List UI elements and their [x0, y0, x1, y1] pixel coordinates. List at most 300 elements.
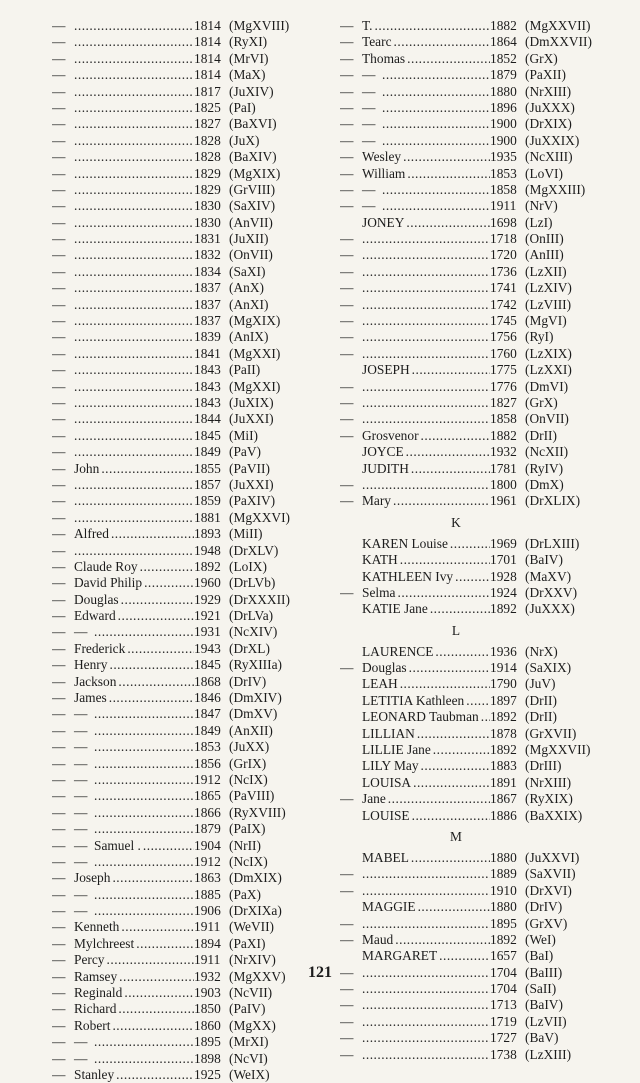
leader-dots — [94, 739, 194, 755]
entry-year: 1827 — [194, 116, 221, 132]
leader-dots — [74, 346, 194, 362]
index-entry — [340, 1030, 602, 1046]
leader-dots — [362, 883, 490, 899]
index-entry — [52, 149, 310, 165]
entry-year: 1924 — [490, 584, 517, 600]
entry-reference: (LzXXI) — [525, 362, 572, 378]
entry-reference: (LzXIV) — [525, 280, 572, 296]
entry-year: 1906 — [194, 903, 221, 919]
entry-reference: (PaX) — [229, 886, 261, 902]
ditto-dash: — — [340, 263, 354, 279]
entry-name-cell — [340, 247, 490, 263]
entry-reference: (DrLXIII) — [525, 535, 580, 551]
leader-dots — [74, 543, 194, 559]
entry-reference: (GrX) — [525, 50, 558, 66]
entry-year: 1936 — [490, 643, 517, 659]
index-entry — [52, 362, 310, 378]
entry-year: 1880 — [490, 83, 517, 99]
entry-year: 1825 — [194, 99, 221, 115]
entry-name-cell — [340, 981, 490, 997]
ditto-dash: — — [52, 460, 66, 476]
ditto-dash-2: — — [74, 903, 88, 919]
entry-name-cell — [52, 1051, 194, 1067]
entry-reference: (JuX) — [229, 132, 260, 148]
entry-year: 1852 — [490, 50, 517, 66]
ditto-dash: — — [340, 476, 354, 492]
entry-reference: (MaXV) — [525, 568, 572, 584]
leader-dots — [94, 788, 194, 804]
entry-name-cell — [340, 791, 490, 807]
entry-name-cell — [52, 624, 194, 640]
index-entry — [52, 559, 310, 575]
entry-year: 1961 — [490, 493, 517, 509]
index-entry — [52, 297, 310, 313]
index-entry — [340, 916, 602, 932]
entry-name-cell — [52, 526, 194, 542]
entry-reference: (WeVII) — [229, 919, 275, 935]
entry-reference: (MgXVIII) — [229, 18, 290, 33]
leader-dots — [74, 84, 194, 100]
entry-name-cell — [52, 215, 194, 231]
entry-year: 1760 — [490, 345, 517, 361]
entry-reference: (BaIV) — [525, 997, 563, 1013]
ditto-dash: — — [52, 919, 66, 935]
entry-name-cell — [340, 660, 490, 676]
ditto-dash: — — [52, 657, 66, 673]
ditto-dash-2: — — [74, 1034, 88, 1050]
leader-dots — [411, 461, 490, 477]
ditto-dash: — — [340, 1013, 354, 1029]
ditto-dash: — — [52, 870, 66, 886]
ditto-dash: — — [340, 313, 354, 329]
leader-dots — [394, 34, 490, 50]
index-entry — [52, 510, 310, 526]
index-entry — [340, 552, 602, 568]
ditto-dash: — — [52, 558, 66, 574]
leader-dots — [388, 791, 490, 807]
entry-name-cell — [340, 182, 490, 198]
index-entry — [340, 34, 602, 50]
entry-year: 1847 — [194, 706, 221, 722]
entry-reference: (MaX) — [229, 67, 266, 83]
leader-dots — [74, 231, 194, 247]
entry-name: T. — [362, 18, 373, 33]
entry-name-cell — [52, 641, 194, 657]
leader-dots — [362, 264, 490, 280]
entry-reference: (JuXXVI) — [525, 849, 580, 865]
ditto-dash: — — [52, 903, 66, 919]
leader-dots — [407, 166, 490, 182]
entry-reference: (MgXXI) — [229, 345, 281, 361]
entry-name: Alfred — [74, 526, 109, 542]
index-entry — [52, 34, 310, 50]
index-entry — [52, 805, 310, 821]
leader-dots — [382, 116, 490, 132]
leader-dots — [74, 510, 194, 526]
entry-year: 1891 — [490, 774, 517, 790]
entry-name-cell — [52, 821, 194, 837]
entry-year: 1860 — [194, 1017, 221, 1033]
entry-year: 1879 — [194, 821, 221, 837]
leader-dots — [74, 264, 194, 280]
index-entry — [340, 644, 602, 660]
entry-reference: (AnVII) — [229, 214, 273, 230]
entry-name-cell — [340, 264, 490, 280]
index-entry — [340, 536, 602, 552]
entry-name: Wesley — [362, 149, 402, 165]
leader-dots — [406, 215, 490, 231]
entry-year: 1900 — [490, 132, 517, 148]
entry-name-cell — [52, 149, 194, 165]
entry-name-cell — [340, 18, 490, 34]
entry-reference: (NrXIII) — [525, 774, 572, 790]
ditto-dash: — — [340, 50, 354, 66]
entry-name: Stanley — [74, 1067, 115, 1082]
entry-name-cell — [340, 395, 490, 411]
entry-year: 1828 — [194, 149, 221, 165]
ditto-dash: — — [52, 280, 66, 296]
entry-year: 1817 — [194, 83, 221, 99]
index-entry — [340, 362, 602, 378]
entry-reference: (NcIX) — [229, 771, 268, 787]
ditto-dash-2: — — [74, 739, 88, 755]
entry-year: 1856 — [194, 755, 221, 771]
entry-year: 1800 — [490, 476, 517, 492]
entry-name-cell — [52, 575, 194, 591]
entry-name-cell — [52, 1067, 194, 1083]
ditto-dash-2: — — [74, 804, 88, 820]
entry-year: 1897 — [490, 692, 517, 708]
leader-dots — [74, 379, 194, 395]
ditto-dash-2: — — [74, 706, 88, 722]
leader-dots — [94, 887, 194, 903]
leader-dots — [74, 215, 194, 231]
ditto-dash-2: — — [74, 853, 88, 869]
entry-year: 1892 — [490, 931, 517, 947]
entry-name: Mary — [362, 493, 392, 509]
entry-name-cell — [52, 133, 194, 149]
entry-name-cell — [52, 329, 194, 345]
entry-name-cell — [52, 657, 194, 673]
index-entry — [52, 182, 310, 198]
ditto-dash-2: — — [74, 755, 88, 771]
entry-name-cell — [52, 247, 194, 263]
index-entry — [52, 1018, 310, 1034]
leader-dots — [118, 674, 194, 690]
index-entry — [52, 280, 310, 296]
ditto-dash: — — [340, 791, 354, 807]
index-entry — [52, 461, 310, 477]
entry-year: 1858 — [490, 411, 517, 427]
ditto-dash-2: — — [74, 1050, 88, 1066]
entry-name-cell — [340, 461, 490, 477]
leader-dots — [382, 133, 490, 149]
entry-reference: (MgXXVII) — [525, 742, 591, 758]
leader-dots — [362, 866, 490, 882]
entry-name-cell — [52, 477, 194, 493]
entry-year: 1657 — [490, 948, 517, 964]
ditto-dash: — — [52, 804, 66, 820]
leader-dots — [362, 477, 490, 493]
entry-reference: (DrIV) — [525, 899, 563, 915]
entry-name: LETITIA Kathleen — [362, 692, 465, 708]
leader-dots — [112, 870, 194, 886]
entry-year: 1814 — [194, 67, 221, 83]
ditto-dash: — — [52, 575, 66, 591]
entry-reference: (DmXIV) — [229, 690, 282, 706]
entry-name-cell — [52, 739, 194, 755]
entry-reference: (OnIII) — [525, 231, 564, 247]
index-entry — [52, 346, 310, 362]
leader-dots — [74, 411, 194, 427]
entry-name-cell — [52, 887, 194, 903]
leader-dots — [74, 116, 194, 132]
entry-year: 1837 — [194, 313, 221, 329]
leader-dots — [74, 198, 194, 214]
ditto-dash: — — [52, 968, 66, 984]
entry-name-cell — [340, 362, 490, 378]
index-entry — [52, 641, 310, 657]
index-entry — [340, 379, 602, 395]
ditto-dash: — — [52, 18, 66, 33]
entry-name-cell — [340, 34, 490, 50]
entry-name-cell — [340, 916, 490, 932]
entry-reference: (NcXIII) — [525, 149, 573, 165]
entry-reference: (PaII) — [229, 362, 261, 378]
entry-year: 1776 — [490, 378, 517, 394]
index-entry — [340, 758, 602, 774]
entry-name-cell — [52, 919, 194, 935]
entry-reference: (DrXL) — [229, 640, 270, 656]
leader-dots — [111, 526, 194, 542]
index-entry — [340, 428, 602, 444]
entry-reference: (SaXIV) — [229, 198, 276, 214]
entry-reference: (JuXXX) — [525, 99, 575, 115]
ditto-dash: — — [52, 935, 66, 951]
entry-name-cell — [340, 758, 490, 774]
index-entry — [52, 428, 310, 444]
entry-year: 1843 — [194, 378, 221, 394]
leader-dots — [112, 1018, 194, 1034]
ditto-dash: — — [52, 198, 66, 214]
entry-reference: (MgXXVI) — [229, 509, 290, 525]
ditto-dash: — — [52, 1001, 66, 1017]
entry-reference: (AnXII) — [229, 722, 273, 738]
entry-name: MAGGIE — [362, 899, 416, 915]
leader-dots — [74, 444, 194, 460]
entry-name-cell — [340, 1014, 490, 1030]
leader-dots — [382, 100, 490, 116]
entry-name-cell — [340, 477, 490, 493]
leader-dots — [433, 742, 490, 758]
ditto-dash: — — [52, 608, 66, 624]
ditto-dash: — — [340, 83, 354, 99]
entry-reference: (DrII) — [525, 427, 557, 443]
leader-dots — [362, 981, 490, 997]
entry-name-cell — [340, 493, 490, 509]
entry-reference: (MgXXI) — [229, 378, 281, 394]
entry-year: 1834 — [194, 263, 221, 279]
entry-name-cell — [340, 84, 490, 100]
index-entry — [52, 477, 310, 493]
entry-year: 1837 — [194, 296, 221, 312]
index-entry — [52, 887, 310, 903]
leader-dots — [94, 821, 194, 837]
entry-reference: (DrIII) — [525, 758, 562, 774]
ditto-dash: — — [340, 345, 354, 361]
entry-year: 1719 — [490, 1013, 517, 1029]
entry-year: 1929 — [194, 591, 221, 607]
index-entry — [52, 870, 310, 886]
index-entry — [340, 709, 602, 725]
leader-dots — [362, 247, 490, 263]
entry-reference: (DrXXXII) — [229, 591, 290, 607]
entry-year: 1845 — [194, 657, 221, 673]
letter-heading: M — [450, 828, 462, 844]
ditto-dash: — — [340, 99, 354, 115]
index-entry — [340, 948, 602, 964]
entry-year: 1843 — [194, 362, 221, 378]
entry-name-cell — [340, 428, 490, 444]
index-entry — [52, 67, 310, 83]
index-entry — [340, 116, 602, 132]
entry-reference: (DrIV) — [229, 673, 267, 689]
entry-name-cell — [52, 100, 194, 116]
leader-dots — [395, 932, 490, 948]
entry-name: LILLIAN — [362, 725, 415, 741]
entry-name: Robert — [74, 1017, 111, 1033]
entry-year: 1880 — [490, 849, 517, 865]
ditto-dash: — — [52, 722, 66, 738]
index-entry — [340, 67, 602, 83]
entry-name-cell — [340, 775, 490, 791]
entry-name-cell — [52, 493, 194, 509]
entry-name-cell — [52, 461, 194, 477]
entry-name: Jackson — [74, 673, 117, 689]
leader-dots — [94, 1051, 194, 1067]
leader-dots — [397, 585, 490, 601]
entry-name-cell — [52, 772, 194, 788]
leader-dots — [94, 805, 194, 821]
entry-year: 1943 — [194, 640, 221, 656]
entry-name-cell — [340, 280, 490, 296]
leader-dots — [362, 395, 490, 411]
entry-year: 1895 — [490, 915, 517, 931]
entry-year: 1878 — [490, 725, 517, 741]
entry-name-cell — [52, 870, 194, 886]
index-entry — [52, 723, 310, 739]
leader-dots — [406, 444, 490, 460]
entry-reference: (NrXIII) — [525, 83, 572, 99]
entry-reference: (JuXIX) — [229, 394, 274, 410]
entry-reference: (LzXIII) — [525, 1046, 572, 1062]
entry-reference: (BaIII) — [525, 964, 563, 980]
ditto-dash: — — [52, 952, 66, 968]
entry-name-cell — [52, 18, 194, 34]
ditto-dash: — — [52, 739, 66, 755]
ditto-dash: — — [52, 476, 66, 492]
leader-dots — [362, 1047, 490, 1063]
entry-name: KAREN Louise — [362, 535, 448, 551]
entry-reference: (MrVI) — [229, 50, 269, 66]
leader-dots — [481, 709, 490, 725]
leader-dots — [101, 461, 194, 477]
entry-reference: (GrXVII) — [525, 725, 577, 741]
entry-name-cell — [52, 297, 194, 313]
leader-dots — [393, 493, 490, 509]
ditto-dash: — — [52, 132, 66, 148]
index-entry — [340, 297, 602, 313]
index-entry — [340, 411, 602, 427]
entry-year: 1925 — [194, 1067, 221, 1082]
entry-name-cell — [52, 592, 194, 608]
entry-reference: (PaXII) — [525, 67, 566, 83]
index-entry — [52, 18, 310, 34]
leader-dots — [74, 395, 194, 411]
entry-year: 1896 — [490, 99, 517, 115]
leader-dots — [362, 411, 490, 427]
ditto-dash: — — [340, 67, 354, 83]
index-entry — [340, 808, 602, 824]
entry-year: 1904 — [194, 837, 221, 853]
entry-name-cell — [340, 297, 490, 313]
entry-name: Douglas — [362, 660, 407, 676]
entry-name: James — [74, 690, 107, 706]
entry-year: 1893 — [194, 526, 221, 542]
entry-reference: (GrXV) — [525, 915, 568, 931]
entry-reference: (OnVII) — [525, 411, 569, 427]
entry-reference: (MgXX) — [229, 1017, 276, 1033]
ditto-dash-2: — — [362, 67, 376, 83]
entry-year: 1932 — [194, 968, 221, 984]
ditto-dash-2: — — [362, 116, 376, 132]
ditto-dash: — — [340, 296, 354, 312]
index-entry — [340, 329, 602, 345]
index-entry — [340, 676, 602, 692]
entry-reference: (DrXVI) — [525, 882, 572, 898]
leader-dots — [74, 493, 194, 509]
entry-year: 1892 — [490, 709, 517, 725]
entry-name-cell — [52, 231, 194, 247]
entry-reference: (PaVII) — [229, 460, 270, 476]
page-number: 121 — [308, 964, 332, 981]
entry-reference: (NrV) — [525, 198, 558, 214]
entry-reference: (NcXIV) — [229, 624, 278, 640]
ditto-dash: — — [52, 50, 66, 66]
entry-name-cell — [52, 838, 194, 854]
entry-reference: (SaXVII) — [525, 866, 576, 882]
entry-name-cell — [52, 706, 194, 722]
leader-dots — [144, 575, 194, 591]
entry-name: MARGARET — [362, 948, 438, 964]
entry-year: 1853 — [490, 165, 517, 181]
ditto-dash-2: — — [74, 771, 88, 787]
entry-year: 1921 — [194, 608, 221, 624]
entry-name: KATH — [362, 552, 398, 568]
index-entry — [340, 775, 602, 791]
index-entry — [52, 215, 310, 231]
leader-dots — [430, 601, 490, 617]
entry-reference: (DrXIX) — [525, 116, 572, 132]
leader-dots — [362, 1014, 490, 1030]
index-entry — [52, 493, 310, 509]
ditto-dash-2: — — [362, 132, 376, 148]
entry-year: 1831 — [194, 231, 221, 247]
entry-year: 1932 — [490, 444, 517, 460]
ditto-dash: — — [52, 690, 66, 706]
left-column — [52, 18, 310, 1083]
index-entry — [340, 51, 602, 67]
